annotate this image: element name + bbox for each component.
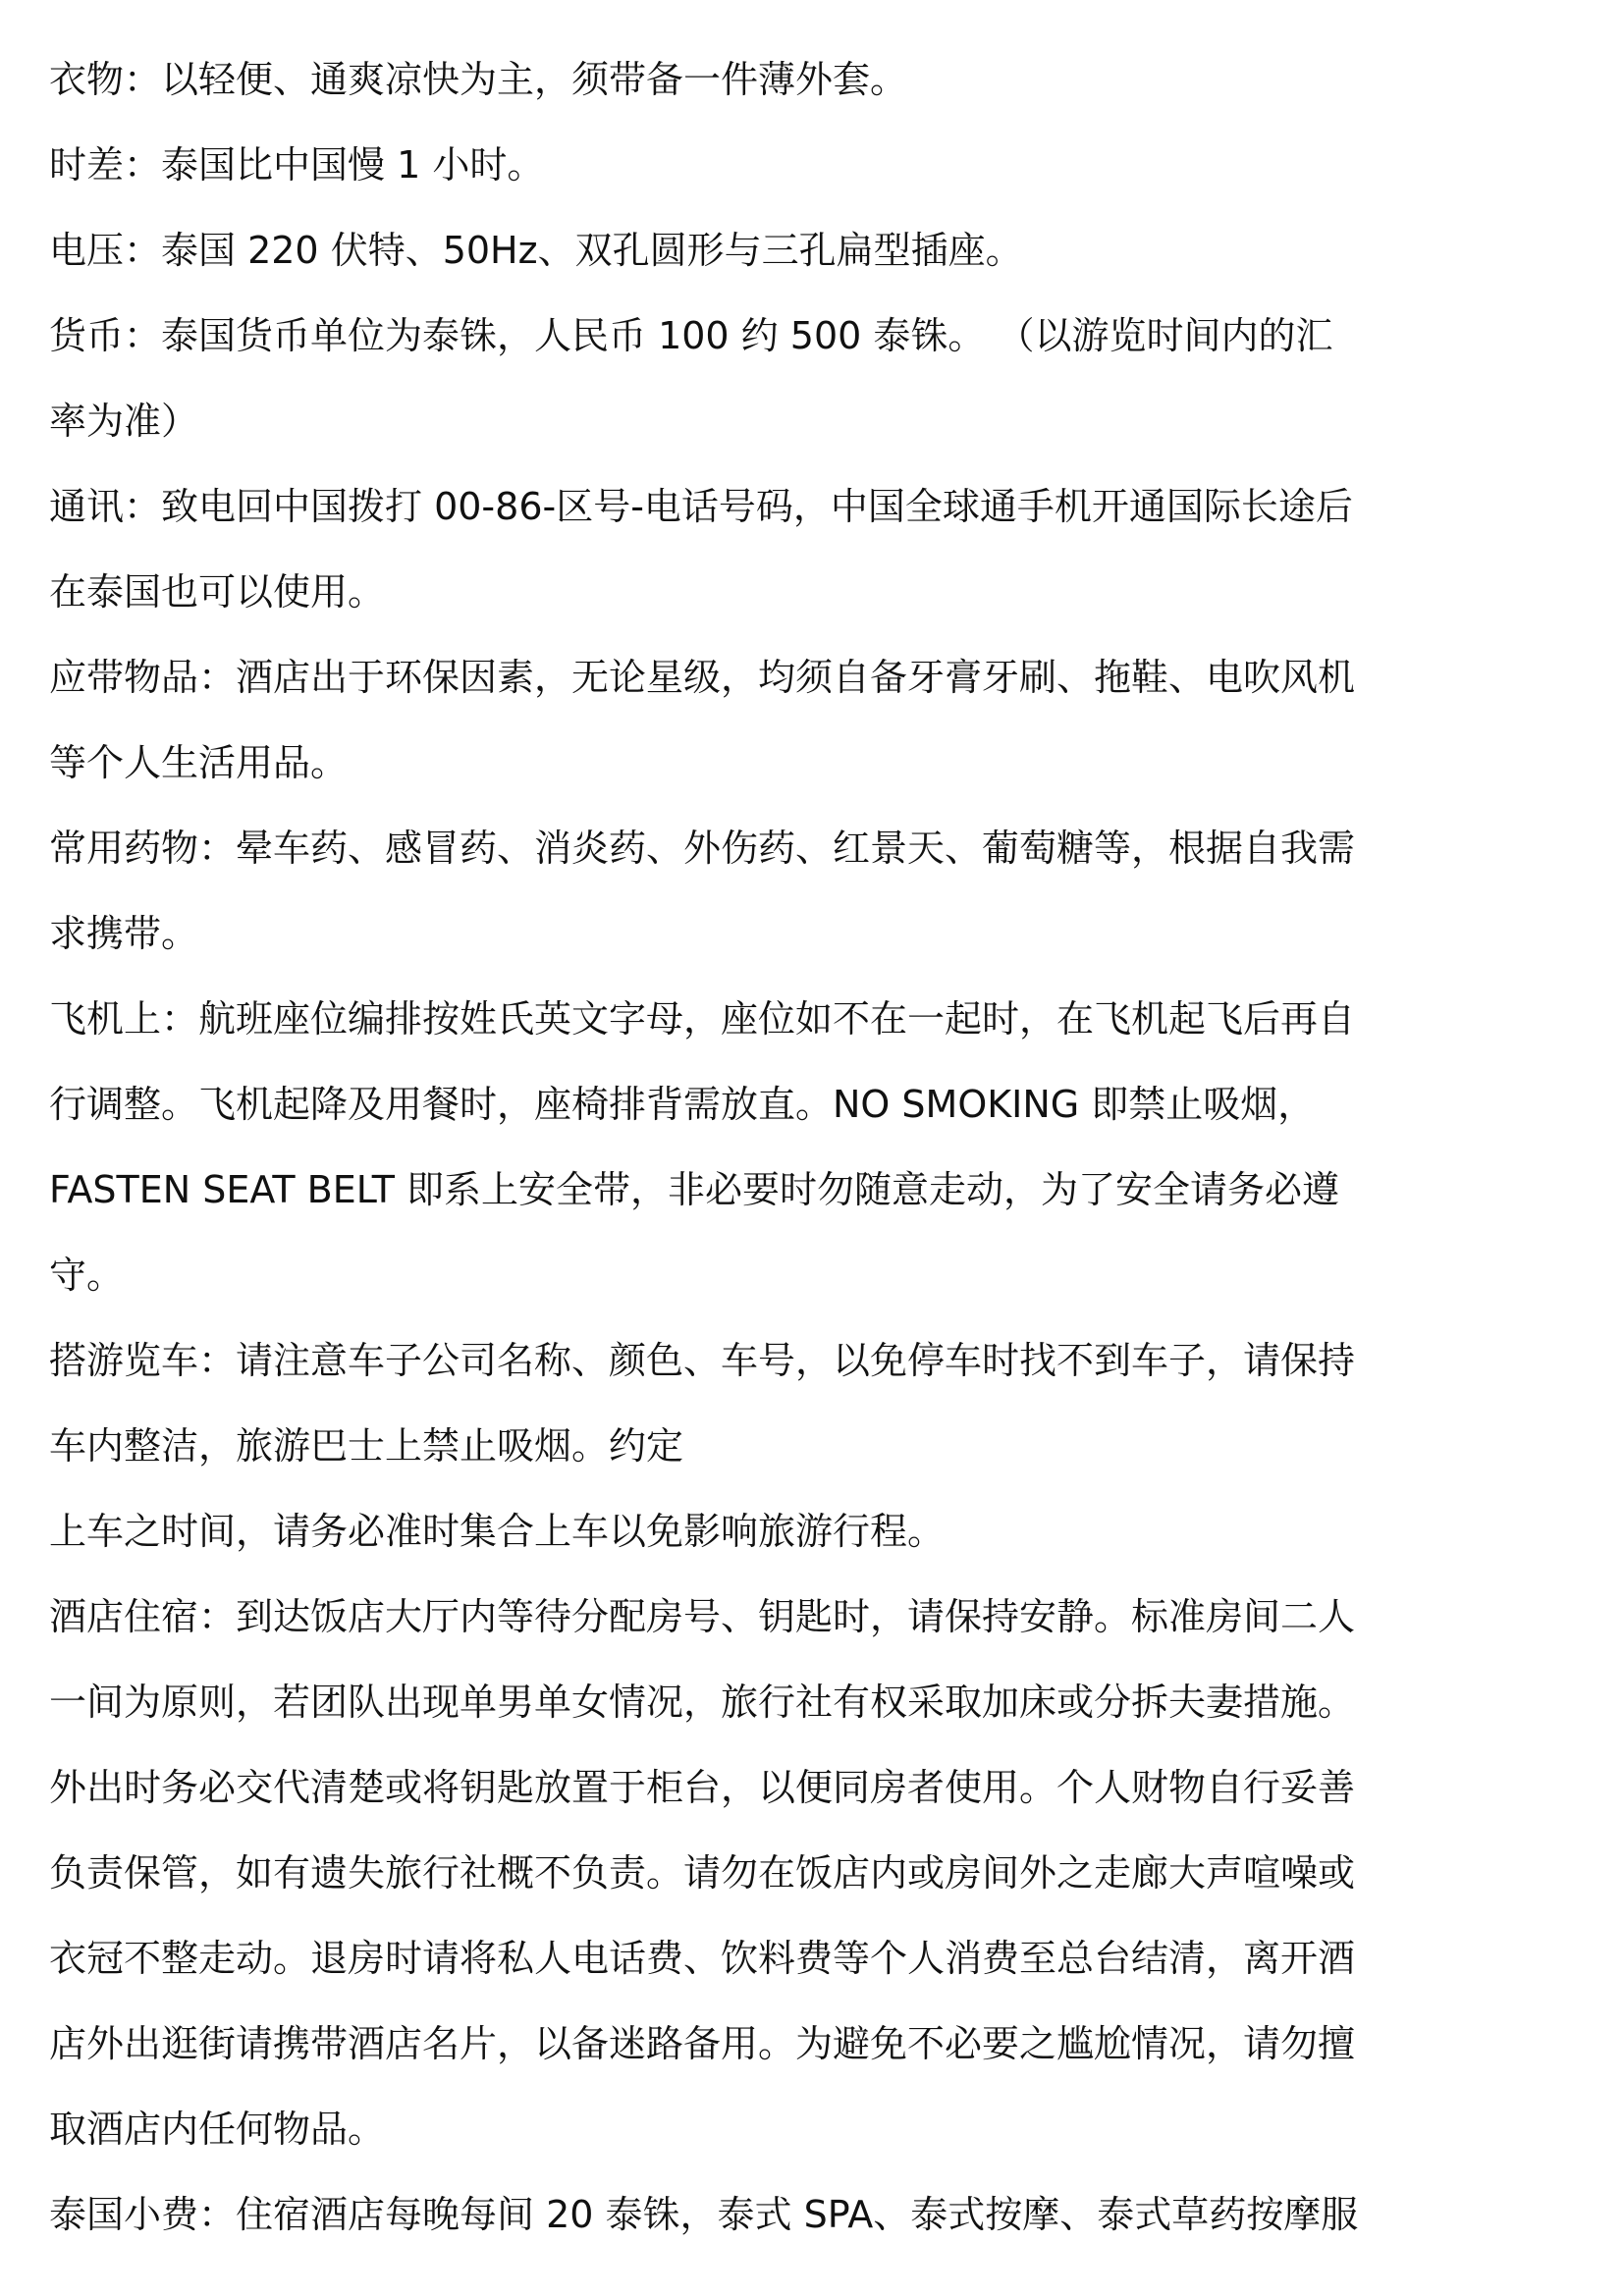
text-line-hotel-cont-3: 负责保管，如有遗失旅行社概不负责。请勿在饭店内或房间外之走廊大声喧噪或 [49,1851,1356,1895]
text-line-tips: 泰国小费：住宿酒店每晚每间 20 泰铢，泰式 SPA、泰式按摩、泰式草药按摩服 [49,2193,1359,2236]
text-line-bus-cont-1: 车内整洁，旅游巴士上禁止吸烟。约定 [49,1424,684,1468]
text-line-hotel-cont-2: 外出时务必交代清楚或将钥匙放置于柜台，以便同房者使用。个人财物自行妥善 [49,1766,1356,1809]
text-line-items-cont: 等个人生活用品。 [49,741,349,784]
text-line-time-difference: 时差：泰国比中国慢 1 小时。 [49,143,545,187]
text-line-airplane-cont-2: FASTEN SEAT BELT 即系上安全带，非必要时勿随意走动，为了安全请务必遵 [49,1168,1339,1211]
text-line-medicine-cont: 求携带。 [49,912,199,955]
text-line-items: 应带物品：酒店出于环保因素，无论星级，均须自备牙膏牙刷、拖鞋、电吹风机 [49,656,1356,699]
text-line-hotel: 酒店住宿：到达饭店大厅内等待分配房号、钥匙时，请保持安静。标准房间二人 [49,1595,1356,1638]
text-line-hotel-cont-6: 取酒店内任何物品。 [49,2108,386,2151]
text-line-clothing: 衣物：以轻便、通爽凉快为主，须带备一件薄外套。 [49,58,908,101]
text-line-communication: 通讯：致电回中国拨打 00-86-区号-电话号码，中国全球通手机开通国际长途后 [49,485,1353,528]
text-line-voltage: 电压：泰国 220 伏特、50Hz、双孔圆形与三孔扁型插座。 [49,229,1023,272]
document-body [49,37,1581,2258]
text-line-medicine: 常用药物：晕车药、感冒药、消炎药、外伤药、红景天、葡萄糖等，根据自我需 [49,827,1356,870]
text-line-hotel-cont-1: 一间为原则，若团队出现单男单女情况，旅行社有权采取加床或分拆夫妻措施。 [49,1681,1356,1724]
text-line-airplane-cont-1: 行调整。飞机起降及用餐时，座椅排背需放直。NO SMOKING 即禁止吸烟， [49,1083,1316,1126]
text-line-hotel-cont-4: 衣冠不整走动。退房时请将私人电话费、饮料费等个人消费至总台结清，离开酒 [49,1937,1356,1980]
text-line-bus-cont-2: 上车之时间，请务必准时集合上车以免影响旅游行程。 [49,1510,946,1553]
text-line-communication-cont: 在泰国也可以使用。 [49,570,386,614]
text-line-bus: 搭游览车：请注意车子公司名称、颜色、车号，以免停车时找不到车子，请保持 [49,1339,1356,1382]
text-line-currency: 货币：泰国货币单位为泰铢，人民币 100 约 500 泰铢。 （以游览时间内的汇 [49,314,1333,357]
text-line-currency-cont: 率为准） [49,400,199,443]
text-line-airplane: 飞机上：航班座位编排按姓氏英文字母，座位如不在一起时，在飞机起飞后再自 [49,997,1356,1041]
text-line-airplane-cont-3: 守。 [49,1254,125,1297]
text-line-hotel-cont-5: 店外出逛街请携带酒店名片，以备迷路备用。为避免不必要之尴尬情况，请勿擅 [49,2022,1356,2065]
